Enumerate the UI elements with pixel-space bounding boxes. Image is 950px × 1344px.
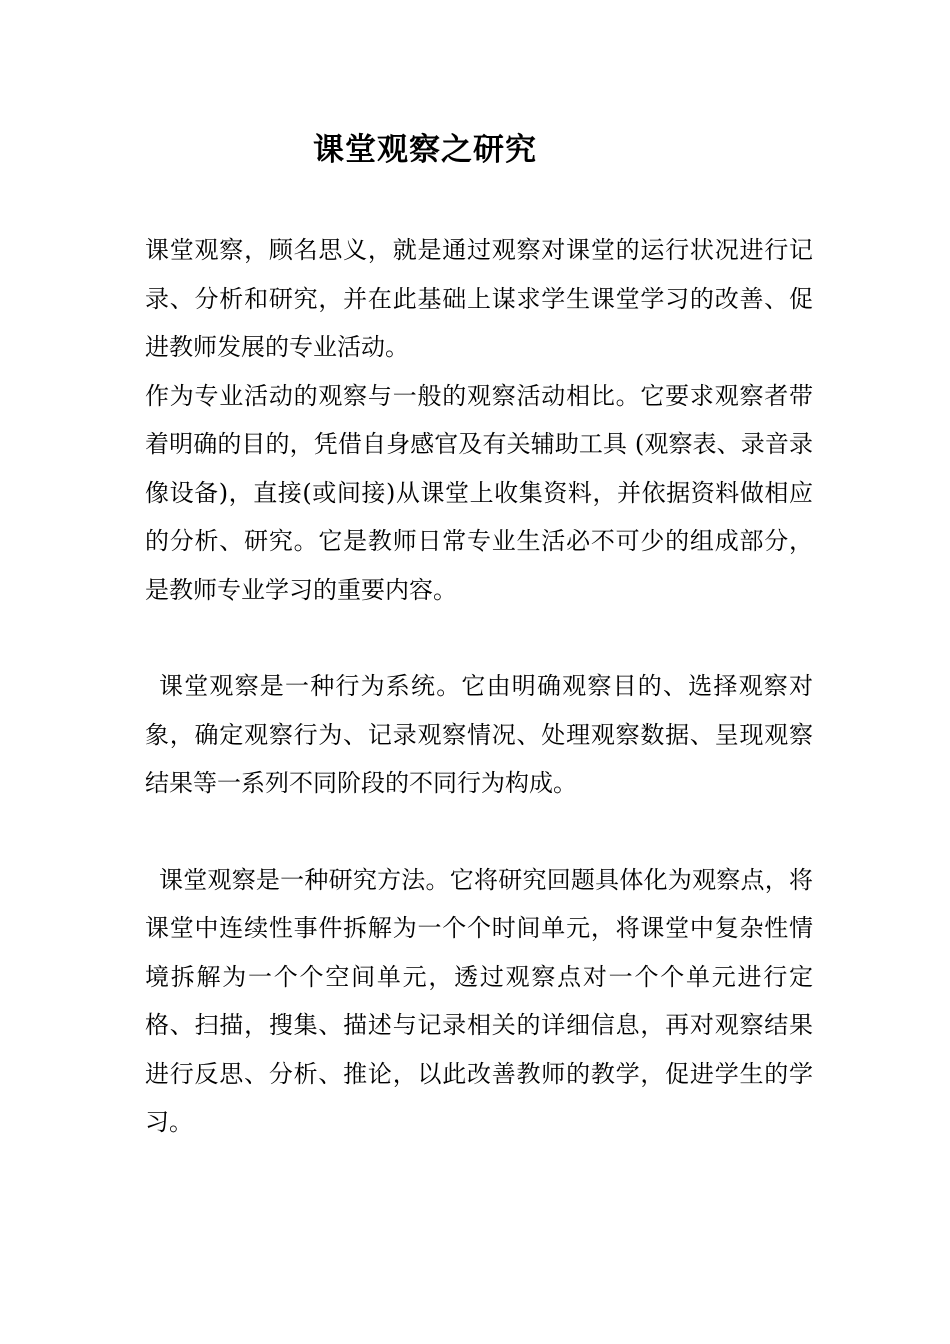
document-title: 课堂观察之研究 [313, 132, 537, 168]
paragraph-definition: 课堂观察，顾名思义，就是通过观察对课堂的运行状况进行记录、分析和研究，并在此基础上谋求学生课堂学习的改善、促进教师发展的专业活动。 [145, 236, 813, 361]
document-body [145, 226, 813, 1147]
paragraph-research-method: 课堂观察是一种研究方法。它将研究回题具体化为观察点，将课堂中连续性事件拆解为一个个时间单元，将课堂中复杂性情境拆解为一个个空间单元，透过观察点对一个个单元进行定格、扫描，搜集、描述与记录相关的详细信息，再对观察结果进行反思、分析、推论，以此改善教师的教学，促进学生的学习。 [145, 865, 813, 1136]
paragraph-behavior-system: 课堂观察是一种行为系统。它由明确观察目的、选择观察对象，确定观察行为、记录观察情况、处理观察数据、呈现观察结果等一系列不同阶段的不同行为构成。 [145, 672, 813, 797]
paragraph-professional-activity: 作为专业活动的观察与一般的观察活动相比。它要求观察者带着明确的目的，凭借自身感官及有关辅助工具 (观察表、录音录像设备)，直接(或间接)从课堂上收集资料，并依据资料做相应的分析、研究。它是教师日常专业生活必不可少的组成部分，是教师专业学习的重要内容。 [145, 381, 813, 604]
